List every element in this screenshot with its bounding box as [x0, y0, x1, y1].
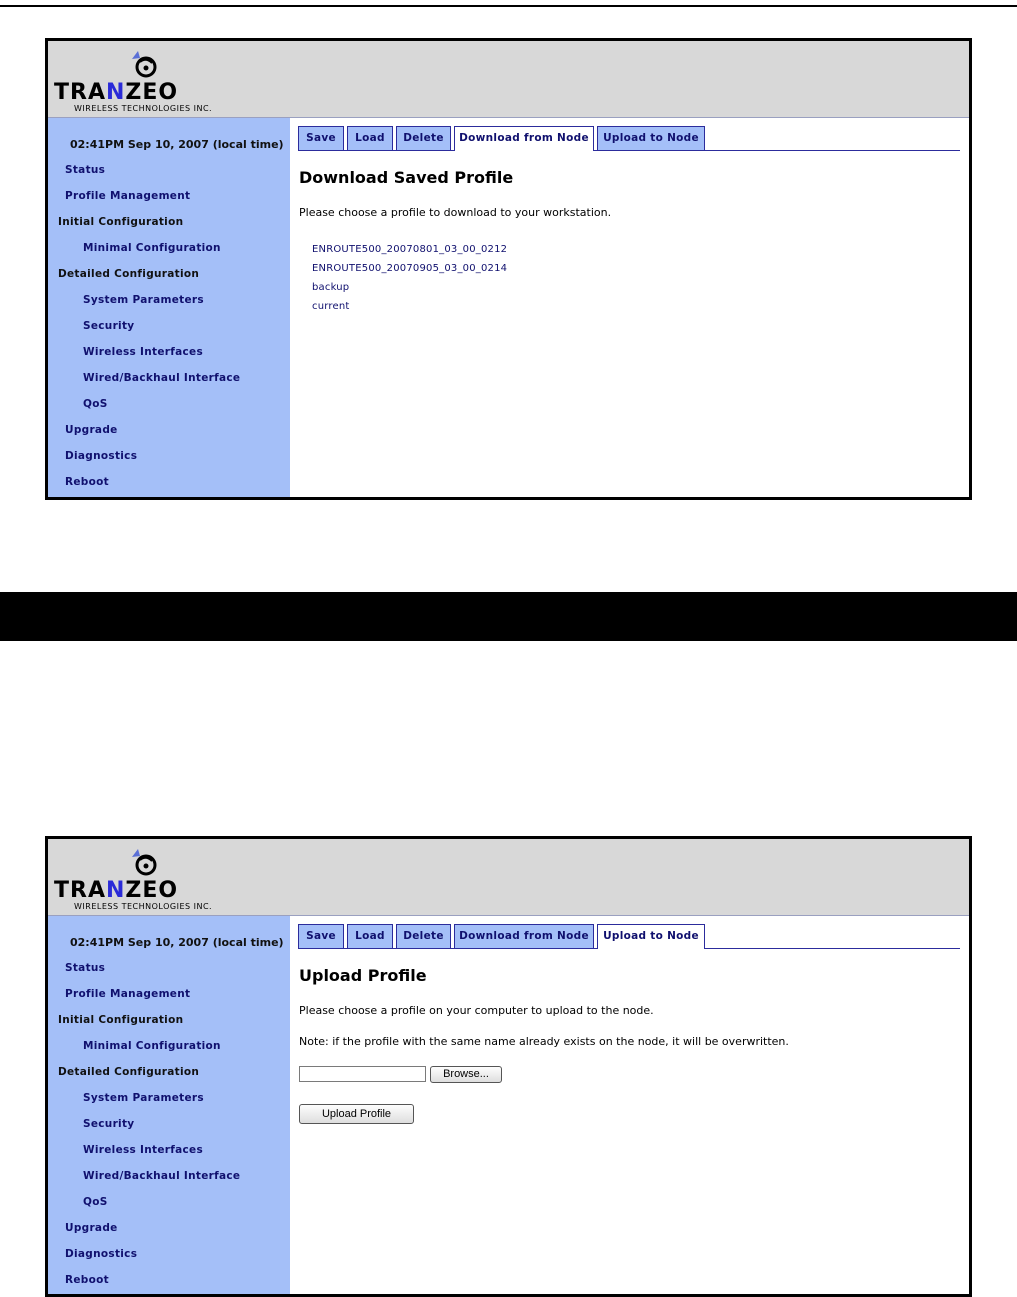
- brand-wordmark: TRANZEO: [54, 878, 179, 903]
- download-instruction: Please choose a profile to download to your workstation.: [299, 206, 612, 219]
- tab-download-from-node[interactable]: Download from Node: [454, 126, 594, 151]
- nav-initial-configuration: Initial Configuration: [58, 216, 184, 228]
- nav-wireless-interfaces[interactable]: Wireless Interfaces: [83, 1144, 204, 1156]
- profile-link[interactable]: ENROUTE500_20070905_03_00_0214: [312, 263, 508, 274]
- tranzeo-logo: [54, 47, 249, 113]
- tranzeo-logo: [54, 845, 249, 911]
- tab-save[interactable]: Save: [298, 924, 344, 948]
- nav-detailed-configuration: Detailed Configuration: [58, 268, 200, 280]
- overwrite-note: Note: if the profile with the same name already exists on the node, it will be overwritten.: [299, 1035, 789, 1048]
- nav-profile-management[interactable]: Profile Management: [65, 988, 191, 1000]
- nav-minimal-configuration[interactable]: Minimal Configuration: [83, 1040, 221, 1052]
- nav-upgrade[interactable]: Upgrade: [65, 424, 118, 436]
- nav-detailed-configuration: Detailed Configuration: [58, 1066, 200, 1078]
- tab-upload-to-node[interactable]: Upload to Node: [597, 126, 705, 150]
- profile-link[interactable]: backup: [312, 282, 350, 293]
- sidebar: [48, 916, 290, 1294]
- profile-link[interactable]: ENROUTE500_20070801_03_00_0212: [312, 244, 508, 255]
- nav-security[interactable]: Security: [83, 320, 135, 332]
- profile-file-input[interactable]: [299, 1066, 426, 1082]
- nav-diagnostics[interactable]: Diagnostics: [65, 1248, 138, 1260]
- nav-wireless-interfaces[interactable]: Wireless Interfaces: [83, 346, 204, 358]
- tab-load[interactable]: Load: [347, 126, 393, 150]
- tab-load[interactable]: Load: [347, 924, 393, 948]
- page-title: Upload Profile: [299, 966, 427, 985]
- nav-qos[interactable]: QoS: [83, 398, 108, 410]
- nav-security[interactable]: Security: [83, 1118, 135, 1130]
- upload-profile-button[interactable]: Upload Profile: [299, 1104, 414, 1124]
- tab-bar: [298, 126, 960, 151]
- brand-tagline: WIRELESS TECHNOLOGIES INC.: [74, 902, 213, 911]
- browse-button[interactable]: Browse...: [430, 1066, 502, 1083]
- nav-reboot[interactable]: Reboot: [65, 476, 109, 488]
- profile-link[interactable]: current: [312, 301, 350, 312]
- nav-system-parameters[interactable]: System Parameters: [83, 1092, 204, 1104]
- nav-upgrade[interactable]: Upgrade: [65, 1222, 118, 1234]
- tab-delete[interactable]: Delete: [396, 924, 451, 948]
- nav-wired-backhaul-interface[interactable]: Wired/Backhaul Interface: [83, 372, 241, 384]
- main-content: [290, 118, 969, 497]
- upload-screenshot: [45, 836, 972, 1297]
- sidebar: [48, 118, 290, 497]
- tab-download-from-node[interactable]: Download from Node: [454, 924, 594, 948]
- nav-system-parameters[interactable]: System Parameters: [83, 294, 204, 306]
- tab-bar: [298, 924, 960, 949]
- antenna-logo-icon: [126, 47, 162, 81]
- brand-tagline: WIRELESS TECHNOLOGIES INC.: [74, 104, 213, 113]
- brand-wordmark: TRANZEO: [54, 80, 179, 105]
- nav-status[interactable]: Status: [65, 962, 106, 974]
- page-title: Download Saved Profile: [299, 168, 514, 187]
- header: [48, 839, 969, 916]
- header: [48, 41, 969, 118]
- nav-profile-management[interactable]: Profile Management: [65, 190, 191, 202]
- main-content: [290, 916, 969, 1294]
- download-screenshot: [45, 38, 972, 500]
- tab-save[interactable]: Save: [298, 126, 344, 150]
- nav-minimal-configuration[interactable]: Minimal Configuration: [83, 242, 221, 254]
- nav-qos[interactable]: QoS: [83, 1196, 108, 1208]
- local-time: 02:41PM Sep 10, 2007 (local time): [70, 936, 284, 949]
- section-heading-bar: [0, 592, 1017, 641]
- nav-status[interactable]: Status: [65, 164, 106, 176]
- upload-instruction: Please choose a profile on your computer to upload to the node.: [299, 1004, 654, 1017]
- nav-wired-backhaul-interface[interactable]: Wired/Backhaul Interface: [83, 1170, 241, 1182]
- nav-initial-configuration: Initial Configuration: [58, 1014, 184, 1026]
- page-top-rule: [0, 5, 1017, 7]
- tab-upload-to-node[interactable]: Upload to Node: [597, 924, 705, 949]
- tab-delete[interactable]: Delete: [396, 126, 451, 150]
- local-time: 02:41PM Sep 10, 2007 (local time): [70, 138, 284, 151]
- nav-reboot[interactable]: Reboot: [65, 1274, 109, 1286]
- antenna-logo-icon: [126, 845, 162, 879]
- nav-diagnostics[interactable]: Diagnostics: [65, 450, 138, 462]
